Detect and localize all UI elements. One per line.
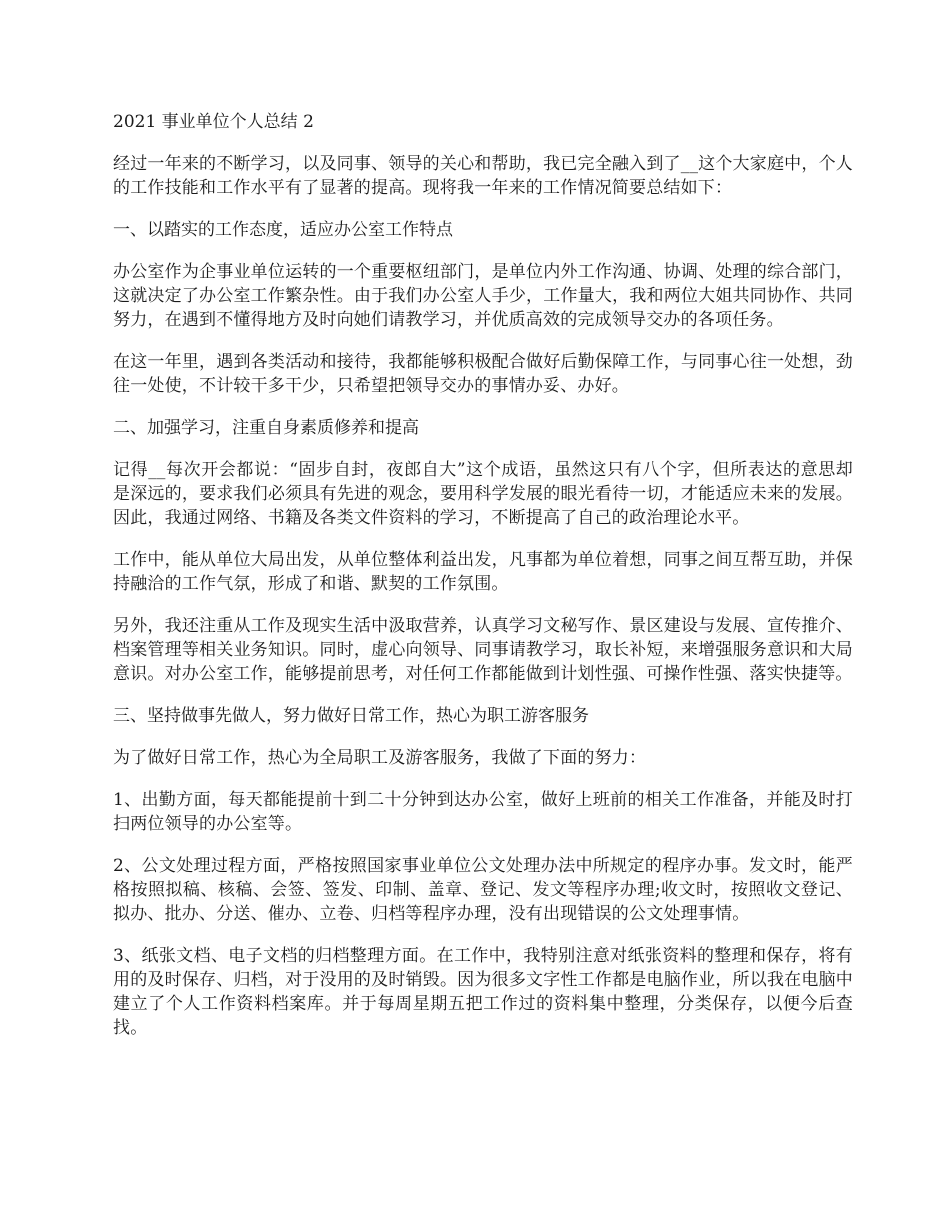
section-heading-3: 三、坚持做事先做人，努力做好日常工作，热心为职工游客服务 <box>113 706 589 726</box>
paragraph: 工作中，能从单位大局出发，从单位整体利益出发，凡事都为单位着想，同事之间互帮互助，并保持融洽的工作气氛，形成了和谐、默契的工作氛围。 <box>113 550 853 594</box>
section-heading-1: 一、以踏实的工作态度，适应办公室工作特点 <box>113 220 453 240</box>
document-page <box>113 110 853 1058</box>
list-item-1: 1、出勤方面，每天都能提前十到二十分钟到达办公室，做好上班前的相关工作准备，并能及时打扫两位领导的办公室等。 <box>113 790 853 834</box>
document-title: 2021 事业单位个人总结 2 <box>113 112 314 132</box>
paragraph: 在这一年里，遇到各类活动和接待，我都能够积极配合做好后勤保障工作，与同事心往一处想，劲往一处使，不计较干多干少，只希望把领导交办的事情办妥、办好。 <box>113 352 853 396</box>
list-item-3: 3、纸张文档、电子文档的归档整理方面。在工作中，我特别注意对纸张资料的整理和保存，将有用的及时保存、归档，对于没用的及时销毁。因为很多文字性工作都是电脑作业，所以我在电脑中建立了个人工作资料档案库。并于每周星期五把工作过的资料集中整理，分类保存，以便今后查找。 <box>113 946 853 1038</box>
paragraph: 另外，我还注重从工作及现实生活中汲取营养，认真学习文秘写作、景区建设与发展、宣传推介、档案管理等相关业务知识。同时，虚心向领导、同事请教学习，取长补短，来增强服务意识和大局意识。对办公室工作，能够提前思考，对任何工作都能做到计划性强、可操作性强、落实快捷等。 <box>113 616 853 684</box>
list-item-2: 2、公文处理过程方面，严格按照国家事业单位公文处理办法中所规定的程序办事。发文时，能严格按照拟稿、核稿、会签、签发、印制、盖章、登记、发文等程序办理;收文时，按照收文登记、拟办、批办、分送、催办、立卷、归档等程序办理，没有出现错误的公文处理事情。 <box>113 856 853 924</box>
paragraph: 办公室作为企事业单位运转的一个重要枢纽部门，是单位内外工作沟通、协调、处理的综合部门，这就决定了办公室工作繁杂性。由于我们办公室人手少，工作量大，我和两位大姐共同协作、共同努力，在遇到不懂得地方及时向她们请教学习，并优质高效的完成领导交办的各项任务。 <box>113 262 853 330</box>
section-heading-2: 二、加强学习，注重自身素质修养和提高 <box>113 418 419 438</box>
paragraph: 为了做好日常工作，热心为全局职工及游客服务，我做了下面的努力： <box>113 748 647 768</box>
paragraph: 记得__每次开会都说：“固步自封，夜郎自大”这个成语，虽然这只有八个字，但所表达的意思却是深远的，要求我们必须具有先进的观念，要用科学发展的眼光看待一切，才能适应未来的发展。因此，我通过网络、书籍及各类文件资料的学习，不断提高了自己的政治理论水平。 <box>113 460 853 528</box>
paragraph-intro: 经过一年来的不断学习，以及同事、领导的关心和帮助，我已完全融入到了__这个大家庭中，个人的工作技能和工作水平有了显著的提高。现将我一年来的工作情况简要总结如下： <box>113 154 853 198</box>
